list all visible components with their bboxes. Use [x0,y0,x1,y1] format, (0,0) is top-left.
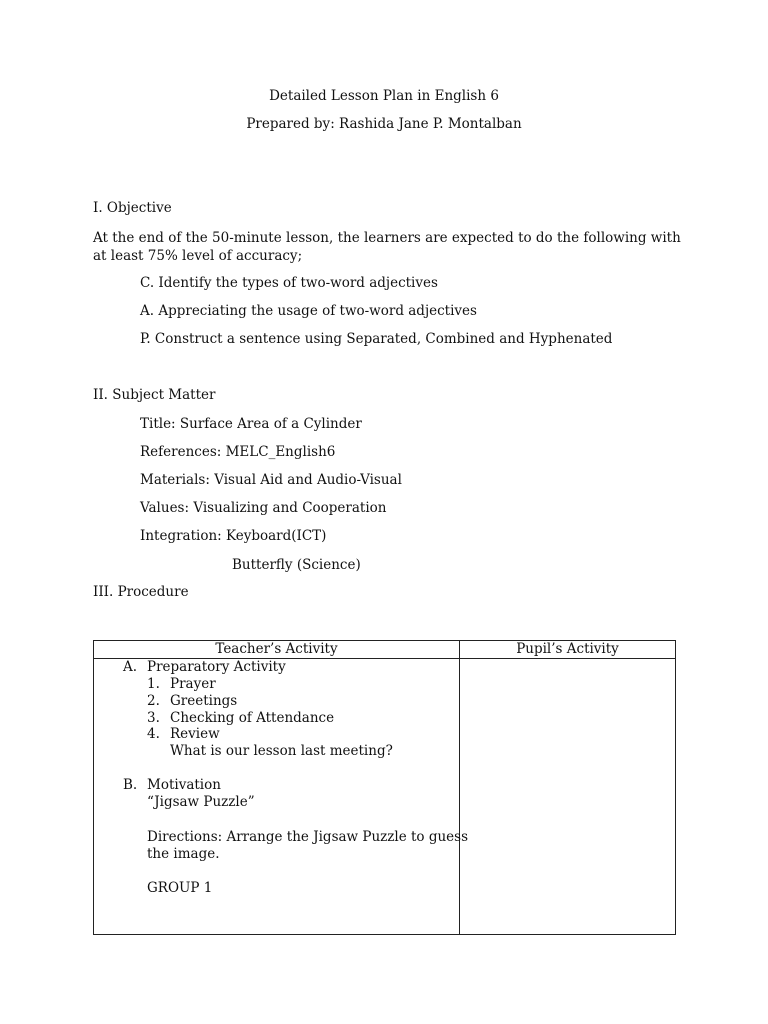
pupil-activity-header: Pupil’s Activity [460,641,676,659]
list-item-attendance: Checking of Attendance [170,710,335,726]
subject-integration-cont: Butterfly (Science) [232,557,361,573]
section-b-label: Motivation [147,777,221,793]
table-header-row [94,641,676,659]
section-b-marker: B. [123,777,138,793]
objective-item-c: C. Identify the types of two-word adjectives [140,275,438,291]
subject-materials: Materials: Visual Aid and Audio-Visual [140,472,402,488]
list-item-number: 1. [147,676,160,692]
subject-title: Title: Surface Area of a Cylinder [140,416,362,432]
objective-heading: I. Objective [93,200,172,216]
review-question: What is our lesson last meeting? [170,743,393,759]
document-title: Detailed Lesson Plan in English 6 [269,88,499,104]
objective-item-p: P. Construct a sentence using Separated, Combined and Hyphenated [140,331,613,347]
objective-item-a: A. Appreciating the usage of two-word adjectives [140,303,477,319]
subject-values: Values: Visualizing and Cooperation [140,500,387,516]
list-item-greetings: Greetings [170,693,238,709]
group-label: GROUP 1 [147,880,213,896]
list-item-number: 3. [147,710,160,726]
prepared-by: Prepared by: Rashida Jane P. Montalban [246,116,522,132]
subject-references: References: MELC_English6 [140,444,336,460]
procedure-table [93,640,676,935]
list-item-review: Review [170,726,220,742]
directions-line-1: Directions: Arrange the Jigsaw Puzzle to guess [147,829,469,845]
directions-line-2: the image. [147,846,220,862]
table-row [94,659,676,935]
list-item-prayer: Prayer [170,676,216,692]
teacher-activity-header: Teacher’s Activity [94,641,460,659]
list-item-number: 2. [147,693,160,709]
pupil-activity-cell [460,659,676,935]
subject-integration: Integration: Keyboard(ICT) [140,528,327,544]
objective-intro: At the end of the 50-minute lesson, the learners are expected to do the following with at least 75% level of accuracy; [93,230,681,264]
section-a-marker: A. [123,659,138,675]
teacher-activity-cell [94,659,469,935]
procedure-heading: III. Procedure [93,584,189,600]
section-a-label: Preparatory Activity [147,659,286,675]
list-item-number: 4. [147,726,160,742]
subject-matter-heading: II. Subject Matter [93,387,216,403]
motivation-activity: “Jigsaw Puzzle” [147,794,255,810]
